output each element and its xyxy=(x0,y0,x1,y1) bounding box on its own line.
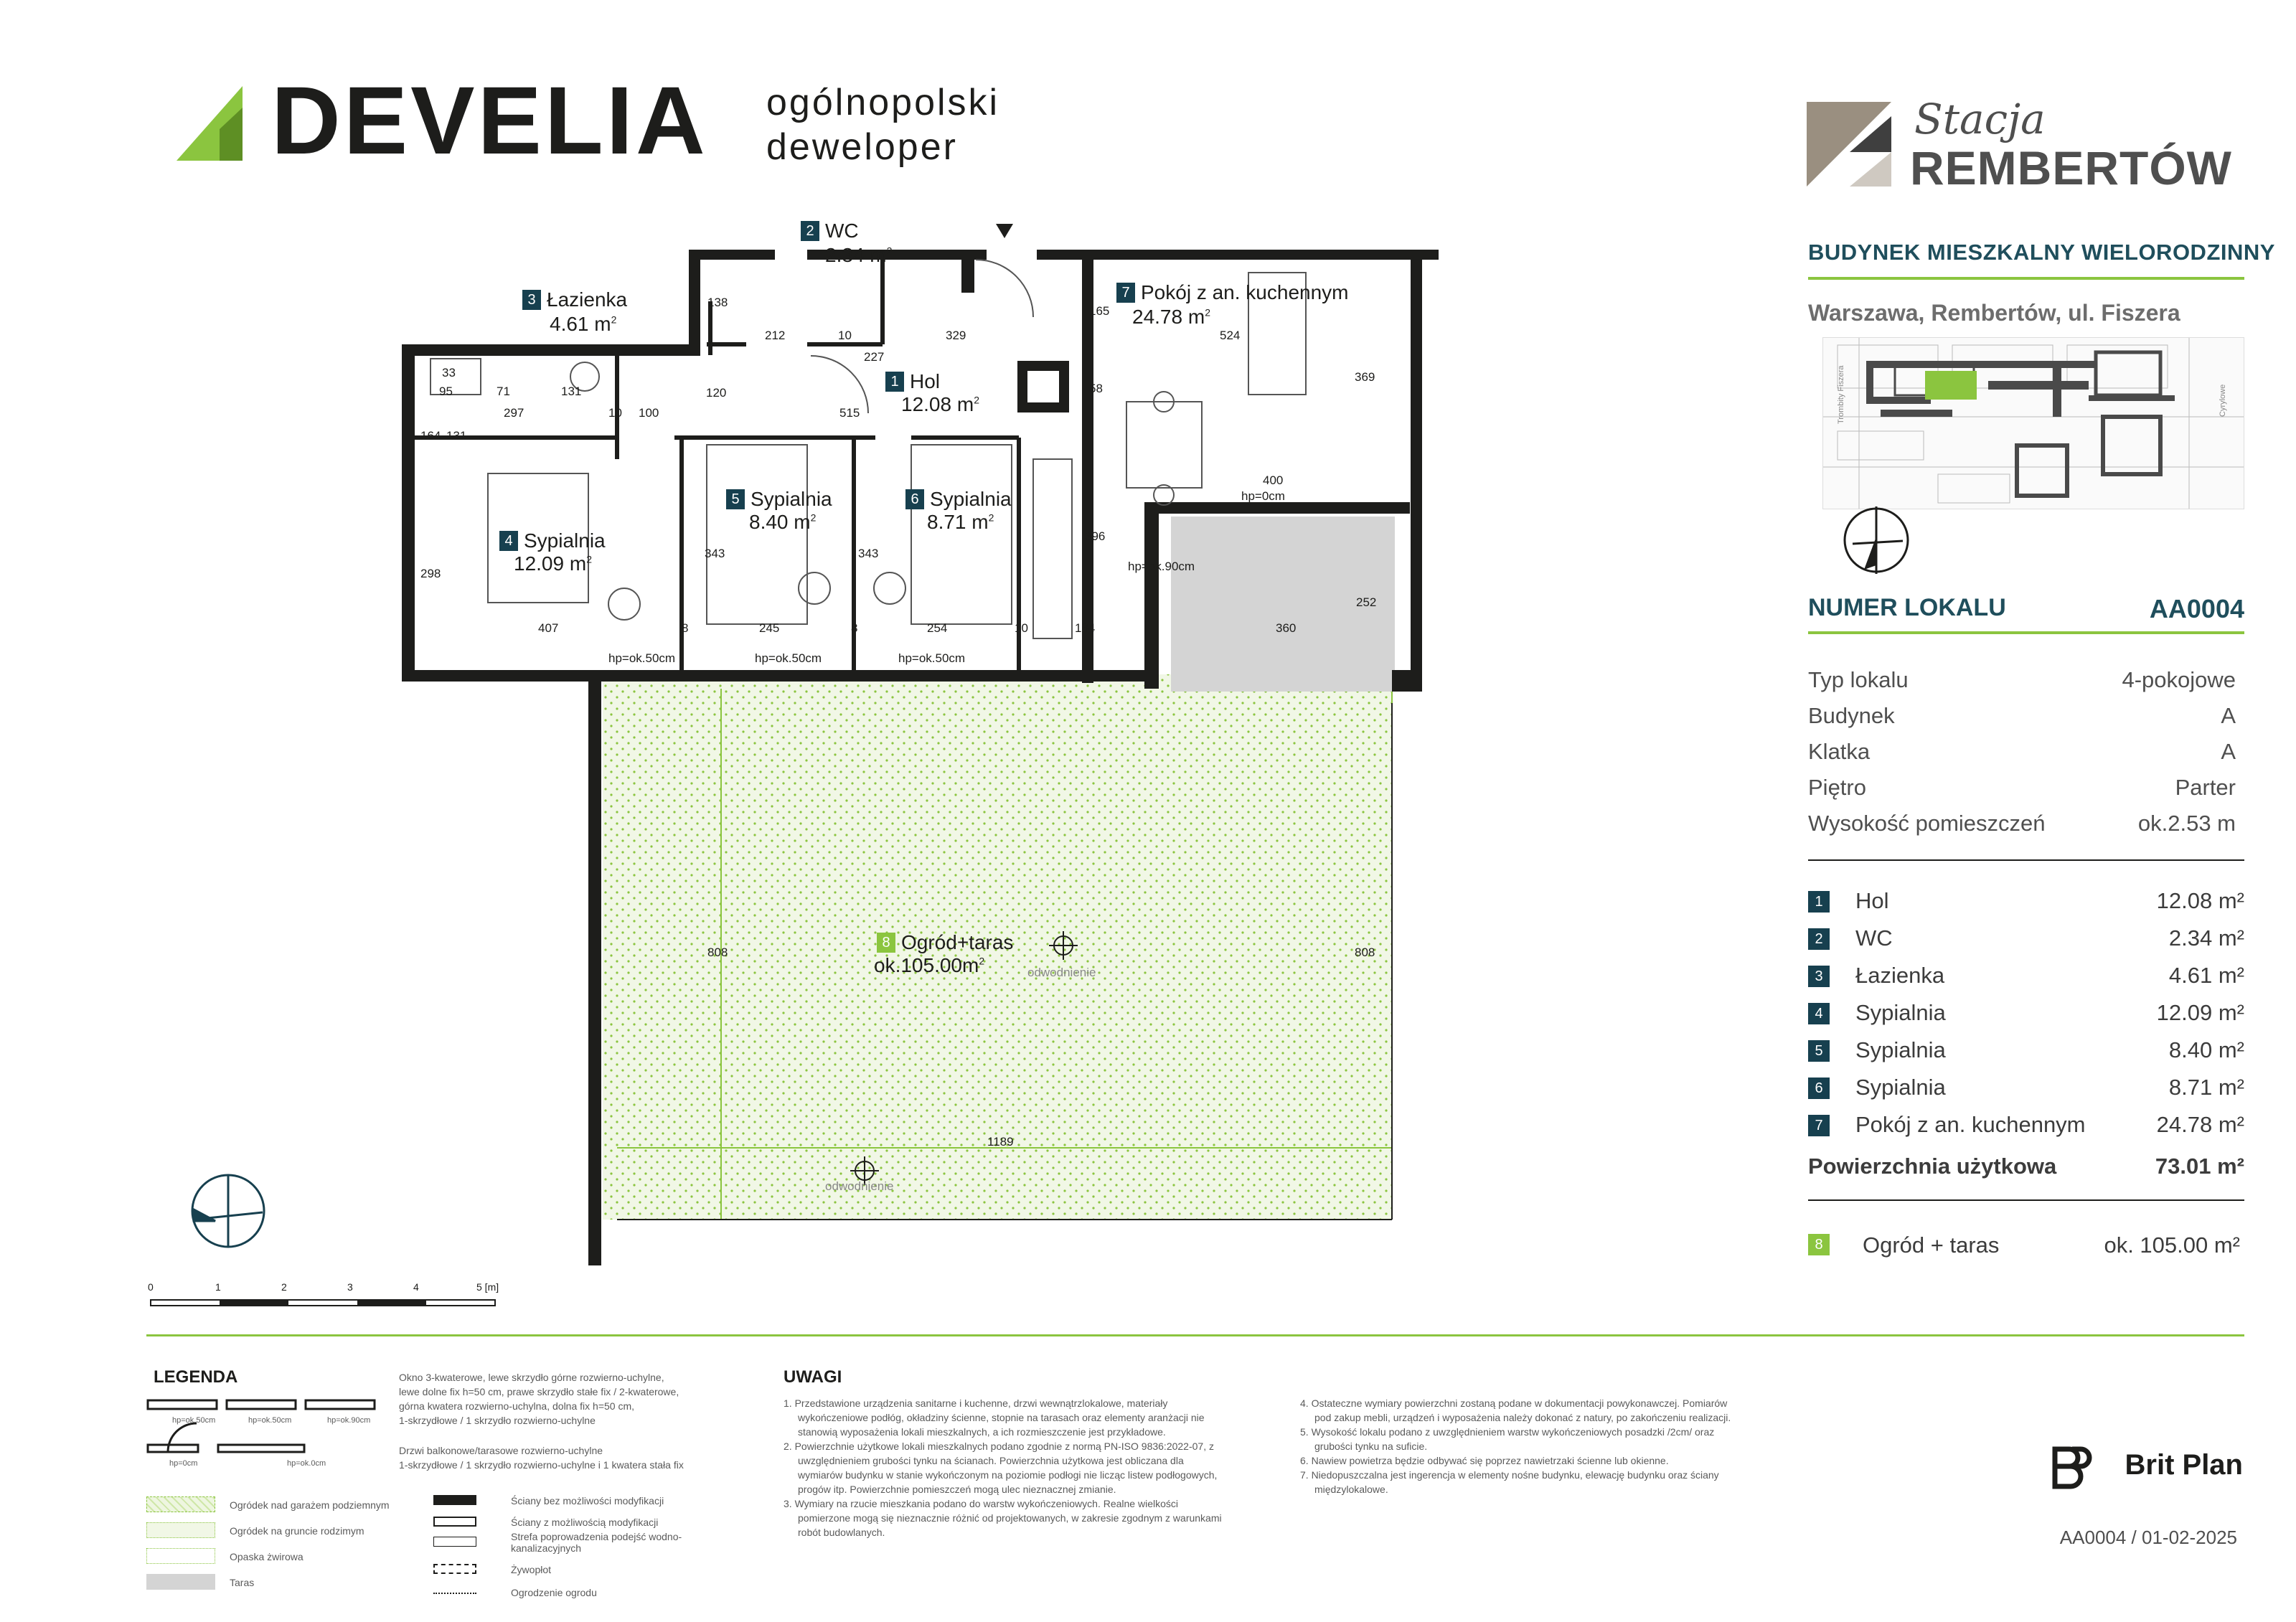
room-area-hall: 12.08 $m^2$ xyxy=(901,393,979,415)
legend-swatch xyxy=(146,1496,215,1512)
dimension-label: 1189 xyxy=(987,1135,1014,1149)
legend-window-desc: Okno 3-kwaterowe, lewe skrzydło górne rozwierno-uchylne, lewe dolne fix h=50 cm, prawe skrzydło stałe fix / 2-kwaterowe, górna kwatera rozwierno-uchylna, dolna fix h=50 cm, 1-skrzydłowe / 1 skrzydło rozwierno-uchylne xyxy=(399,1372,679,1426)
room-label-wc: 2 WC xyxy=(801,221,859,241)
room-row: 2 WC 2.34 m² xyxy=(1808,924,2244,960)
dimension-label: 396 xyxy=(1085,529,1106,543)
info-row: Klatka A xyxy=(1808,739,2236,764)
room-area-bedroom-6: 8.71 $m^2$ xyxy=(927,511,994,533)
dimension-label: 33 xyxy=(442,366,456,379)
drain-label: odwodnienie xyxy=(1027,966,1096,979)
dimension-label: 184 xyxy=(1075,621,1096,635)
room-label-bedroom-4: 4 Sypialnia xyxy=(499,531,606,551)
info-row: Budynek A xyxy=(1808,703,2236,728)
total-area-row: Powierzchnia użytkowa 73.01 m² xyxy=(1808,1154,2244,1179)
stacja-logo-icon xyxy=(1807,102,1891,187)
legend-hp-label: hp=ok.50cm xyxy=(172,1416,216,1425)
partitions xyxy=(415,260,1019,671)
dimension-label: 343 xyxy=(858,547,879,560)
site-minimap xyxy=(1822,337,2244,509)
scale-tick: 5 [m] xyxy=(476,1281,499,1293)
legend-item: Żywopłot xyxy=(511,1564,552,1575)
scale-tick: 1 xyxy=(215,1281,221,1293)
room-label-hall: 1 Hol xyxy=(885,372,940,392)
brand-tagline: ogólnopolski deweloper xyxy=(766,82,1000,168)
room-row: 3 Łazienka 4.61 m² xyxy=(1808,961,2244,997)
document-reference: AA0004 / 01-02-2025 xyxy=(2059,1527,2237,1548)
room-label-garden: 8 Ogród+taras xyxy=(877,933,1013,953)
legend-swatch xyxy=(433,1495,476,1505)
room-row: 7 Pokój z an. kuchennym 24.78 m² xyxy=(1808,1111,2244,1146)
dimension-label: 808 xyxy=(707,946,728,959)
dimension-label: 252 xyxy=(1356,595,1377,609)
room-label-bathroom: 3 Łazienka xyxy=(522,290,627,310)
room-area-living: 24.78 $m^2$ xyxy=(1132,306,1210,328)
room-area-garden: $ok.105.00m^2$ xyxy=(874,954,985,976)
legend-swatch xyxy=(146,1522,215,1538)
scale-bar xyxy=(151,1300,495,1306)
scale-tick: 4 xyxy=(413,1281,419,1293)
dimension-label: 131 xyxy=(446,429,467,443)
dimension-label: hp=ok.50cm xyxy=(898,651,966,665)
dimension-label: hp=ok.50cm xyxy=(608,651,676,665)
dimension-label: 58 xyxy=(1089,382,1103,395)
dimension-label: 212 xyxy=(765,329,786,342)
dimension-label: 808 xyxy=(1355,946,1375,959)
dimension-label: 8 xyxy=(851,621,858,635)
room-area-bedroom-5: 8.40 $m^2$ xyxy=(749,511,817,533)
room-area-wc: 2.34 $m^2$ xyxy=(825,244,893,266)
info-row: Piętro Parter xyxy=(1808,775,2236,800)
legend-hp-label: hp=ok.50cm xyxy=(248,1416,292,1425)
dimension-label: 95 xyxy=(439,385,453,398)
legend-swatch xyxy=(433,1517,476,1527)
legend-swatch xyxy=(146,1574,215,1590)
dimension-label: 369 xyxy=(1355,370,1375,384)
legend-item: Taras xyxy=(230,1577,255,1588)
brit-plan-logo-icon xyxy=(2051,1446,2094,1491)
dimension-label: 298 xyxy=(420,567,441,580)
divider xyxy=(146,1334,2244,1336)
minimap-street-right: Cyrylowe xyxy=(2219,384,2227,417)
garden-row: 8 Ogród + taras ok. 105.00 m² xyxy=(1808,1231,2244,1263)
building-title: BUDYNEK MIESZKALNY WIELORODZINNY xyxy=(1808,240,2275,265)
compass-icon xyxy=(192,1175,264,1247)
room-label-bedroom-5: 5 Sypialnia xyxy=(726,489,832,509)
unit-number-label: NUMER LOKALU xyxy=(1808,594,2006,621)
legend-item: Ogródek nad garażem podziemnym xyxy=(230,1499,390,1511)
dimension-label: 131 xyxy=(561,385,582,398)
dimension-label: 254 xyxy=(927,621,948,635)
legend-hp-label: hp=ok.90cm xyxy=(327,1416,371,1425)
scale-tick: 0 xyxy=(148,1281,154,1293)
dimension-label: 245 xyxy=(759,621,780,635)
divider xyxy=(1808,1199,2244,1201)
dimension-label: 71 xyxy=(497,385,510,398)
dimension-label: 515 xyxy=(839,406,860,420)
scale-tick: 3 xyxy=(347,1281,353,1293)
info-row: Wysokość pomieszczeń ok.2.53 m xyxy=(1808,811,2236,836)
dimension-label: 329 xyxy=(946,329,966,342)
dimension-label: 165 xyxy=(1089,304,1110,318)
dimension-label: 8 xyxy=(682,621,689,635)
dimension-label: 10 xyxy=(1015,621,1028,635)
divider xyxy=(1808,277,2244,280)
dimension-label: 138 xyxy=(707,296,728,309)
legend-item: Ściany z możliwością modyfikacji xyxy=(511,1517,659,1528)
notes-title: UWAGI xyxy=(784,1367,842,1387)
legend-item: Strefa poprowadzenia podejść wodno-kanalizacyjnych xyxy=(511,1531,682,1554)
dimension-label: 120 xyxy=(706,386,727,400)
dimension-label: 524 xyxy=(1220,329,1241,342)
divider xyxy=(1808,859,2244,861)
dimension-label: 164 xyxy=(420,429,441,443)
legend-item: Opaska żwirowa xyxy=(230,1551,304,1562)
dimension-label: 10 xyxy=(608,406,622,420)
unit-number-value: AA0004 xyxy=(2149,594,2244,623)
dimension-label: 10 xyxy=(838,329,852,342)
dimension-label: 343 xyxy=(705,547,725,560)
dimension-label: 407 xyxy=(538,621,559,635)
legend-swatch xyxy=(433,1584,476,1594)
room-area-bathroom: 4.61 $m^2$ xyxy=(550,313,617,335)
project-script-name: Stacja xyxy=(1914,95,2046,143)
legend-item: Ściany bez możliwości modyfikacji xyxy=(511,1495,664,1507)
scale-tick: 2 xyxy=(281,1281,287,1293)
dimension-label: 400 xyxy=(1263,473,1284,487)
dimension-label: 360 xyxy=(1276,621,1297,635)
dimension-label: hp=ok.90cm xyxy=(1128,560,1195,573)
room-row: 5 Sypialnia 8.40 m² xyxy=(1808,1036,2244,1072)
dimension-label: hp=0cm xyxy=(1241,489,1285,503)
compass-icon xyxy=(1837,501,1916,580)
drain-label: odwodnienie xyxy=(825,1179,894,1193)
room-row: 1 Hol 12.08 m² xyxy=(1808,887,2244,923)
room-label-bedroom-6: 6 Sypialnia xyxy=(905,489,1012,509)
notes-column-2: 4. Ostateczne wymiary powierzchni zostaną podane w dokumentacji powykonawczej. Pomiarów pod zakup mebli, urządzeń i wyposażenia należy dokonać z natury, po zakończeniu realizacji. 5. Wysokość lokalu podano z uwzględnieniem warstw wykończeniowych posadzki /2cm/ oraz grubości tynku na suficie. 6. Nawiew powietrza będzie odbywać się poprzez nawietrzaki ścienne lub okienne. 7. Niedopuszczalna jest ingerencja w elementy nośne budynku, elewację budynku oraz ściany międzylokalowe. xyxy=(1300,1397,1731,1495)
brit-plan-name: Brit Plan xyxy=(2125,1449,2243,1481)
legend-item: Ogrodzenie ogrodu xyxy=(511,1587,597,1598)
legend-hp-label: hp=0cm xyxy=(169,1459,198,1468)
room-row: 6 Sypialnia 8.71 m² xyxy=(1808,1073,2244,1109)
minimap-street-left: Trombity Fiszera xyxy=(1837,365,1845,424)
room-area-bedroom-4: 12.09 $m^2$ xyxy=(514,552,592,575)
address: Warszawa, Rembertów, ul. Fiszera xyxy=(1808,300,2180,326)
dimension-label: 227 xyxy=(864,350,885,364)
entrance-arrow-icon xyxy=(996,224,1013,238)
dimension-label: 100 xyxy=(639,406,659,420)
room-label-living: 7 Pokój z an. kuchennym xyxy=(1116,283,1349,303)
room-row: 4 Sypialnia 12.09 m² xyxy=(1808,999,2244,1034)
legend-hp-label: hp=ok.0cm xyxy=(287,1459,326,1468)
notes-column-1: 1. Przedstawione urządzenia sanitarne i kuchenne, drzwi wewnątrzlokalowe, materiały wykończeniowe podłóg, okładziny ścienne, stopnie na tarasach oraz elementy aranżacji nie stanowią wyposażenia lokali mieszkalnych, a ich rozmieszczenie jest przykładowe. 2. Powierzchnie użytkowe lokali mieszkalnych podano zgodnie z normą PN-ISO 9836:2022-07, z uwzględnieniem grubości tynku na ścianach. Powierzchnia użytkowa jest obliczana dla wymiarów budynku w stanie wykończonym na poziomie podłogi nie licząc listew podłogowych, progów itp. Powierzchnie pomieszczeń mogą ulec nieznacznej zmianie. 3. Wymiary na rzucie mieszkania podano do warstw wykończeniowych. Realne wielkości pomierzone mogą się nieznacznie różnić od projektowanych, w zakresie zgodnym z warunkami robót budowlanych. xyxy=(784,1397,1222,1538)
divider xyxy=(1808,631,2244,634)
legend-swatch xyxy=(433,1564,476,1574)
dimension-label: hp=ok.50cm xyxy=(755,651,822,665)
legend-title: LEGENDA xyxy=(154,1367,238,1387)
project-name: REMBERTÓW xyxy=(1910,141,2232,194)
info-row: Typ lokalu 4-pokojowe xyxy=(1808,667,2236,692)
dimension-label: 297 xyxy=(504,406,524,420)
legend-item: Ogródek na gruncie rodzimym xyxy=(230,1525,364,1537)
legend-door-desc: Drzwi balkonowe/tarasowe rozwierno-uchylne 1-skrzydłowe / 1 skrzydło rozwierno-uchylne i 1 kwatera stała fix xyxy=(399,1445,684,1471)
brand-name: DEVELIA xyxy=(271,67,708,174)
legend-swatch xyxy=(146,1548,215,1564)
legend-swatch xyxy=(433,1537,476,1547)
